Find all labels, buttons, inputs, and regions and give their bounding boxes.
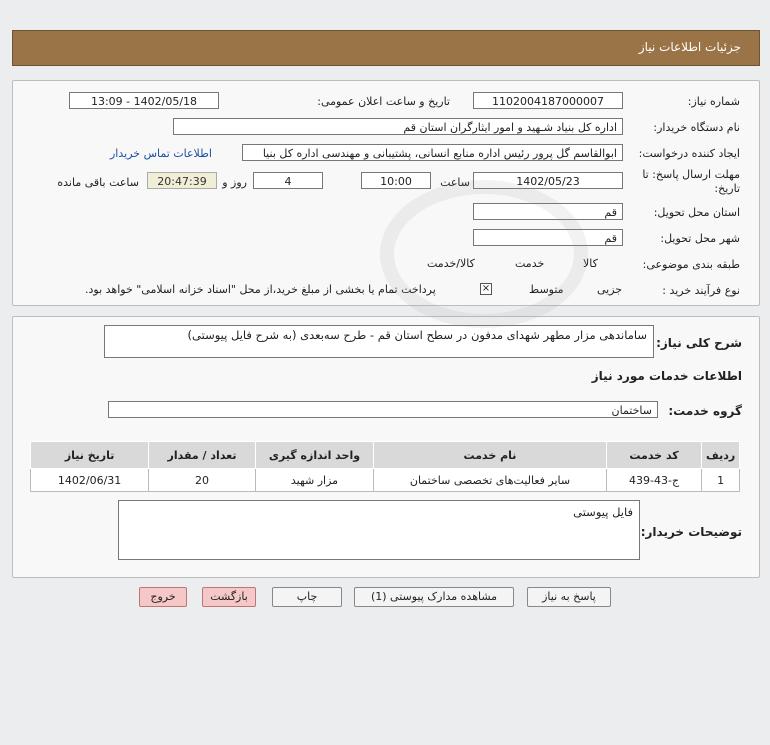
print-button[interactable]: چاپ	[272, 587, 342, 607]
process-minor-label: جزیی	[597, 283, 623, 296]
need-summary-box: ساماندهی مزار مطهر شهدای مدفون در سطح استان قم - طرح سه‌بعدی (به شرح فایل پیوستی)	[104, 325, 654, 358]
cell-qty: 20	[149, 469, 256, 492]
need-number-field: 1102004187000007	[473, 92, 623, 109]
page-header	[12, 30, 760, 66]
deadline-hour-label: ساعت	[440, 176, 470, 189]
reply-button[interactable]: پاسخ به نیاز	[527, 587, 611, 607]
announce-datetime-label: تاریخ و ساعت اعلان عمومی:	[317, 95, 450, 108]
col-qty-header: تعداد / مقدار	[149, 442, 256, 469]
buyer-notes-label: توضیحات خریدار:	[640, 525, 742, 539]
treasury-payment-note: پرداخت تمام یا بخشی از مبلغ خرید،از محل "اسناد خزانه اسلامی" خواهد بود.	[85, 283, 436, 296]
days-field: 4	[253, 172, 323, 189]
process-medium-label: متوسط	[529, 283, 564, 296]
table-row	[31, 469, 740, 492]
service-group-field: ساختمان	[108, 401, 658, 418]
delivery-city-field: قم	[473, 229, 623, 246]
back-button[interactable]: بازگشت	[202, 587, 256, 607]
delivery-province-label: استان محل تحویل:	[653, 206, 740, 219]
cell-row: 1	[702, 469, 740, 492]
delivery-city-label: شهر محل تحویل:	[660, 232, 740, 245]
need-summary-label: شرح کلی نیاز:	[656, 336, 742, 350]
view-attachments-button[interactable]: مشاهده مدارک پیوستی (1)	[354, 587, 514, 607]
request-creator-label: ایجاد کننده درخواست:	[638, 147, 740, 160]
delivery-province-field: قم	[473, 203, 623, 220]
buyer-org-field: اداره کل بنیاد شـهید و امور ایثارگران استان قم	[173, 118, 623, 135]
remaining-time-field: 20:47:39	[147, 172, 217, 189]
category-service-label: خدمت	[515, 257, 545, 270]
watermark	[380, 180, 588, 328]
services-table	[30, 441, 740, 492]
table-header-row	[31, 442, 740, 469]
col-unit-header: واحد اندازه گیری	[255, 442, 373, 469]
days-label: روز و	[222, 176, 247, 189]
col-row-header: ردیف	[702, 442, 740, 469]
process-type-label: نوع فرآیند خرید :	[662, 284, 740, 297]
treasury-payment-checkbox[interactable]: ×	[481, 283, 491, 294]
announce-datetime-field: 1402/05/18 - 13:09	[69, 92, 219, 109]
services-heading: اطلاعات خدمات مورد نیاز	[591, 369, 742, 383]
need-number-label: شماره نیاز:	[687, 95, 740, 108]
remaining-label: ساعت باقی مانده	[57, 176, 139, 189]
deadline-date-label: تاریخ:	[714, 182, 740, 195]
col-code-header: کد خدمت	[606, 442, 701, 469]
category-goods-label: کالا	[583, 257, 598, 270]
cell-name: سایر فعالیت‌های تخصصی ساختمان	[374, 469, 607, 492]
deadline-label: مهلت ارسال پاسخ: تا	[642, 168, 740, 181]
buyer-org-label: نام دستگاه خریدار:	[653, 121, 740, 134]
page-title: جزئیات اطلاعات نیاز	[638, 40, 741, 54]
col-date-header: تاریخ نیاز	[31, 442, 149, 469]
deadline-date-field: 1402/05/23	[473, 172, 623, 189]
request-creator-field: ابوالقاسم گل پرور رئیس اداره منابع انسانی، پشتیبانی و مهندسی اداره کل بنیا	[242, 144, 623, 161]
watermark-icon	[380, 180, 588, 328]
buyer-notes-box: فایل پیوستی	[118, 500, 640, 560]
cell-code: ج-43-439	[606, 469, 701, 492]
col-name-header: نام خدمت	[374, 442, 607, 469]
exit-button[interactable]: خروج	[139, 587, 187, 607]
cell-unit: مزار شهید	[255, 469, 373, 492]
category-label: طبقه بندی موضوعی:	[642, 258, 740, 271]
service-group-label: گروه خدمت:	[668, 404, 742, 418]
buyer-contact-link[interactable]: اطلاعات تماس خریدار	[110, 147, 212, 160]
category-goods-service-label: کالا/خدمت	[427, 257, 475, 270]
deadline-time-field: 10:00	[361, 172, 431, 189]
cell-date: 1402/06/31	[31, 469, 149, 492]
